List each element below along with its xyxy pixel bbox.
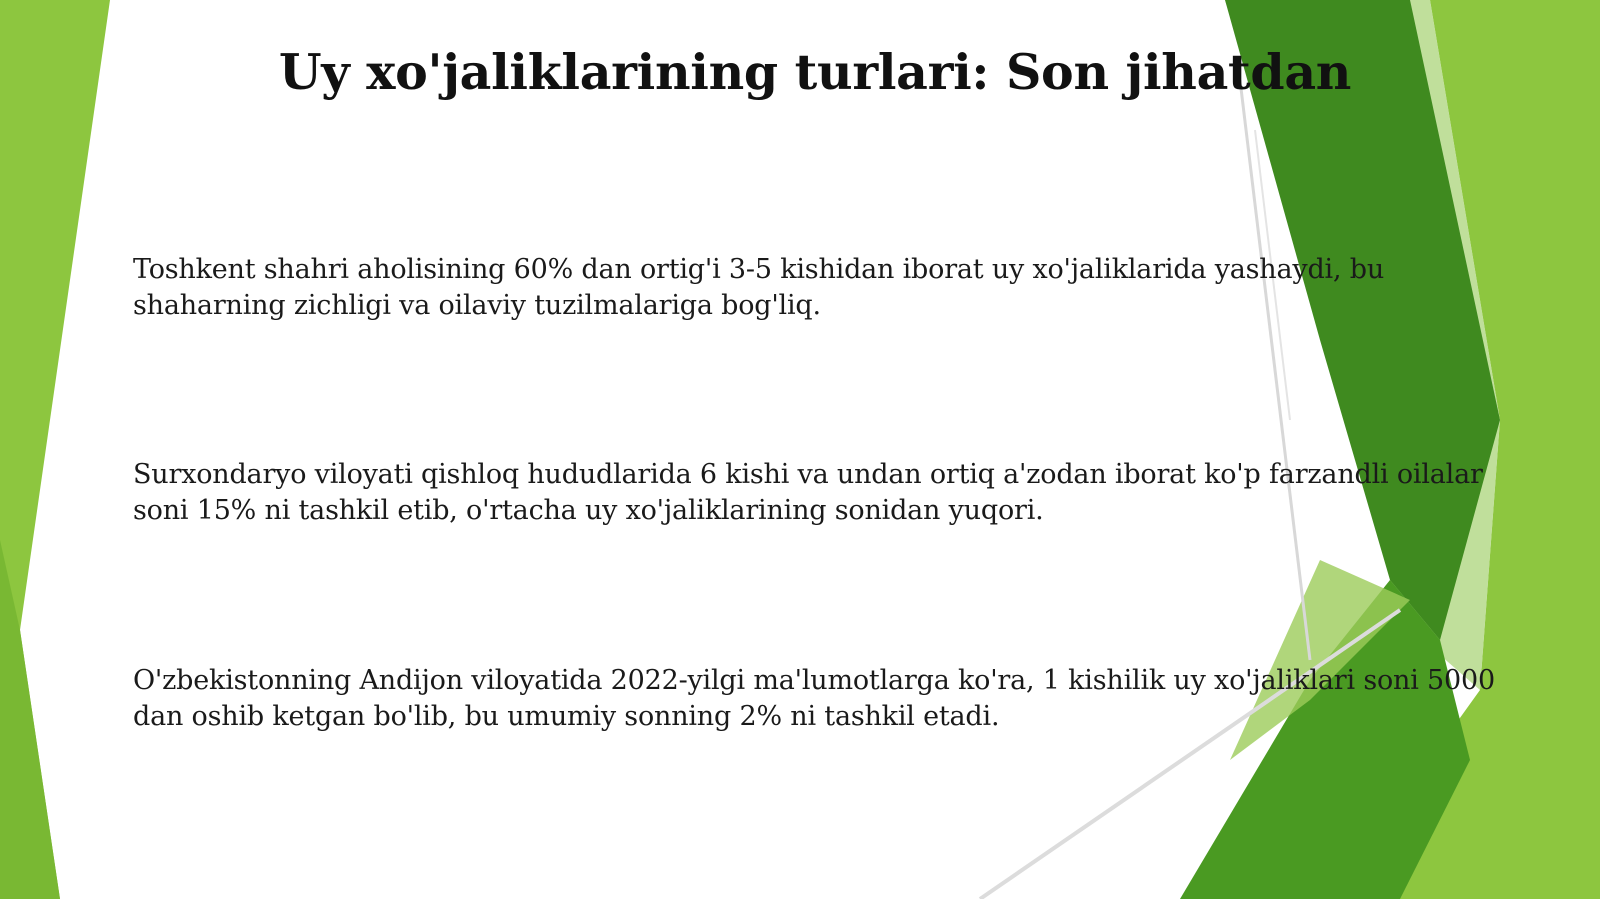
paragraph-andijon: O'zbekistonning Andijon viloyatida 2022-yilgi ma'lumotlarga ko'ra, 1 kishilik uy xo'jaliklari soni 5000 dan oshib ketgan bo'lib, bu umumiy sonning 2% ni tashkil etadi. [133,665,1495,732]
slide-title: Uy xo'jaliklarining turlari: Son jihatdan [278,43,1352,101]
paragraph-tashkent: Toshkent shahri aholisining 60% dan ortig'i 3-5 kishidan iborat uy xo'jaliklarida yashaydi, bu shaharning zichligi va oilaviy tuzilmalariga bog'liq. [133,254,1385,321]
paragraph-surxondaryo: Surxondaryo viloyati qishloq hududlarida 6 kishi va undan ortiq a'zodan iborat ko'p farzandli oilalar soni 15% ni tashkil etib, o'rtacha uy xo'jaliklarining sonidan yuqori. [133,459,1483,526]
left-green-sliver [0,540,60,899]
